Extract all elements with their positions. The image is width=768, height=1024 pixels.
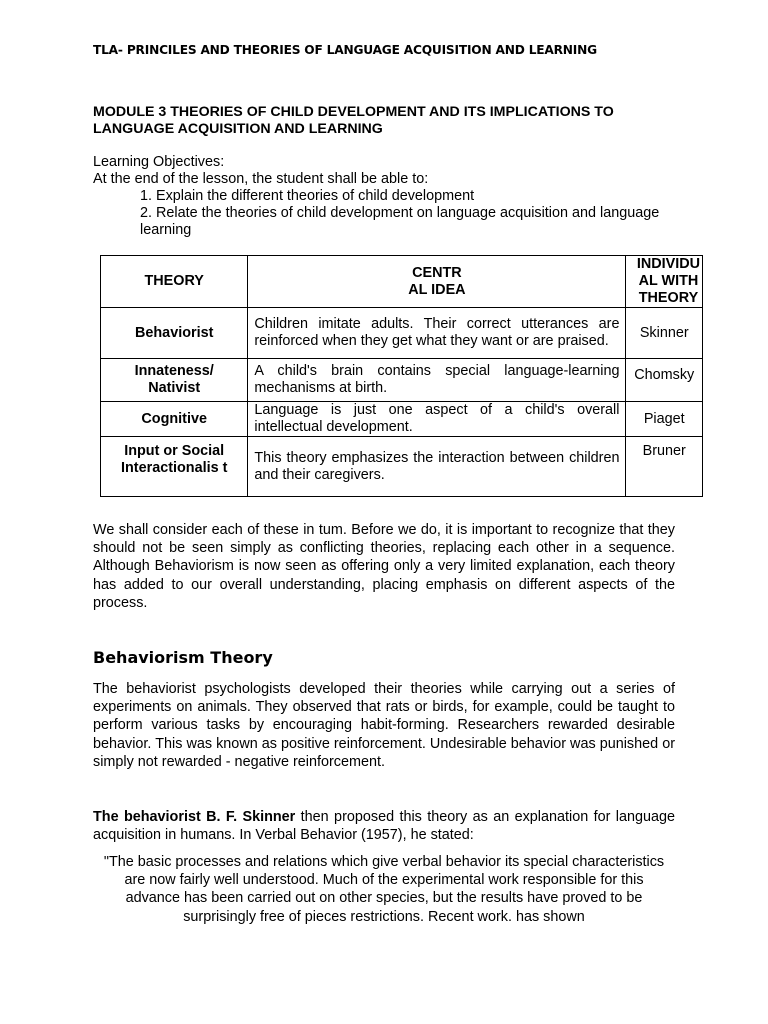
skinner-paragraph <box>93 808 675 844</box>
learning-objectives <box>93 154 675 239</box>
header-central-idea-label: CENTR AL IDEA <box>408 264 466 298</box>
table-row <box>101 437 703 497</box>
objectives-heading: Learning Objectives: <box>93 154 225 170</box>
table-row <box>101 308 703 359</box>
header-individual <box>626 256 703 308</box>
central-idea-cell: Language is just one aspect of a child's overall intellectual development. <box>248 402 626 437</box>
objectives-list <box>93 188 675 239</box>
header-individual-label: INDIVIDU AL WITH THEORY <box>636 256 701 306</box>
header-central-idea <box>248 256 626 308</box>
table-row <box>101 402 703 437</box>
central-idea-cell: This theory emphasizes the interaction between children and their caregivers. <box>248 437 626 497</box>
module-title: MODULE 3 THEORIES OF CHILD DEVELOPMENT AND ITS IMPLICATIONS TO LANGUAGE ACQUISITION AND LEARNING <box>93 104 614 137</box>
theory-cell: Cognitive <box>101 402 248 437</box>
individual-cell: Bruner <box>626 437 703 497</box>
objective-item: 1. Explain the different theories of child development <box>140 188 475 204</box>
table-row <box>101 359 703 402</box>
skinner-quote: "The basic processes and relations which give verbal behavior its special characteristics are now fairly well understood. Much of the experimental work responsible for this advance has been carried out on other species, but the results have proved to be surprisingly free of pieces restrictions. Recent work. has shown <box>103 854 665 925</box>
objective-item: 2. Relate the theories of child development on language acquisition and language learning <box>140 205 660 238</box>
objectives-intro: At the end of the lesson, the student shall be able to: <box>93 171 429 187</box>
theory-cell: Behaviorist <box>101 308 248 359</box>
skinner-bold-text: The behaviorist B. F. Skinner <box>93 809 296 825</box>
skinner-text: then proposed this theory as an explanation for language acquisition in humans. In Verbal Behavior (1957), he stated: <box>93 809 675 844</box>
central-idea-cell: A child's brain contains special language-learning mechanisms at birth. <box>248 359 626 402</box>
individual-cell: Piaget <box>626 402 703 437</box>
document-header: TLA- PRINCILES AND THEORIES OF LANGUAGE ACQUISITION AND LEARNING <box>93 43 597 57</box>
individual-cell: Skinner <box>626 308 703 359</box>
intro-paragraph: We shall consider each of these in tum. Before we do, it is important to recognize that they should not be seen simply as conflicting theories, replacing each other in a sequence. Although Behaviorism is now seen as offering only a very limited explanation, each theory has added to our overall understanding, placing emphasis on different aspects of the process. <box>93 522 675 611</box>
header-theory: THEORY <box>101 256 248 308</box>
individual-cell: Chomsky <box>626 359 703 402</box>
table-header-row <box>101 256 703 308</box>
section-title: Behaviorism Theory <box>93 648 273 667</box>
theory-cell: Innateness/ Nativist <box>101 359 248 402</box>
central-idea-cell: Children imitate adults. Their correct utterances are reinforced when they get what they want or are praised. <box>248 308 626 359</box>
theory-cell: Input or Social Interactionalis t <box>101 437 248 497</box>
behaviorism-paragraph: The behaviorist psychologists developed their theories while carrying out a series of experiments on animals. They observed that rats or birds, for example, could be taught to perform various tasks by encouraging habit-forming. Researchers rewarded desirable behavior. This was known as positive reinforcement. Undesirable behavior was punished or simply not rewarded - negative reinforcement. <box>93 681 675 770</box>
theories-table <box>100 255 703 497</box>
